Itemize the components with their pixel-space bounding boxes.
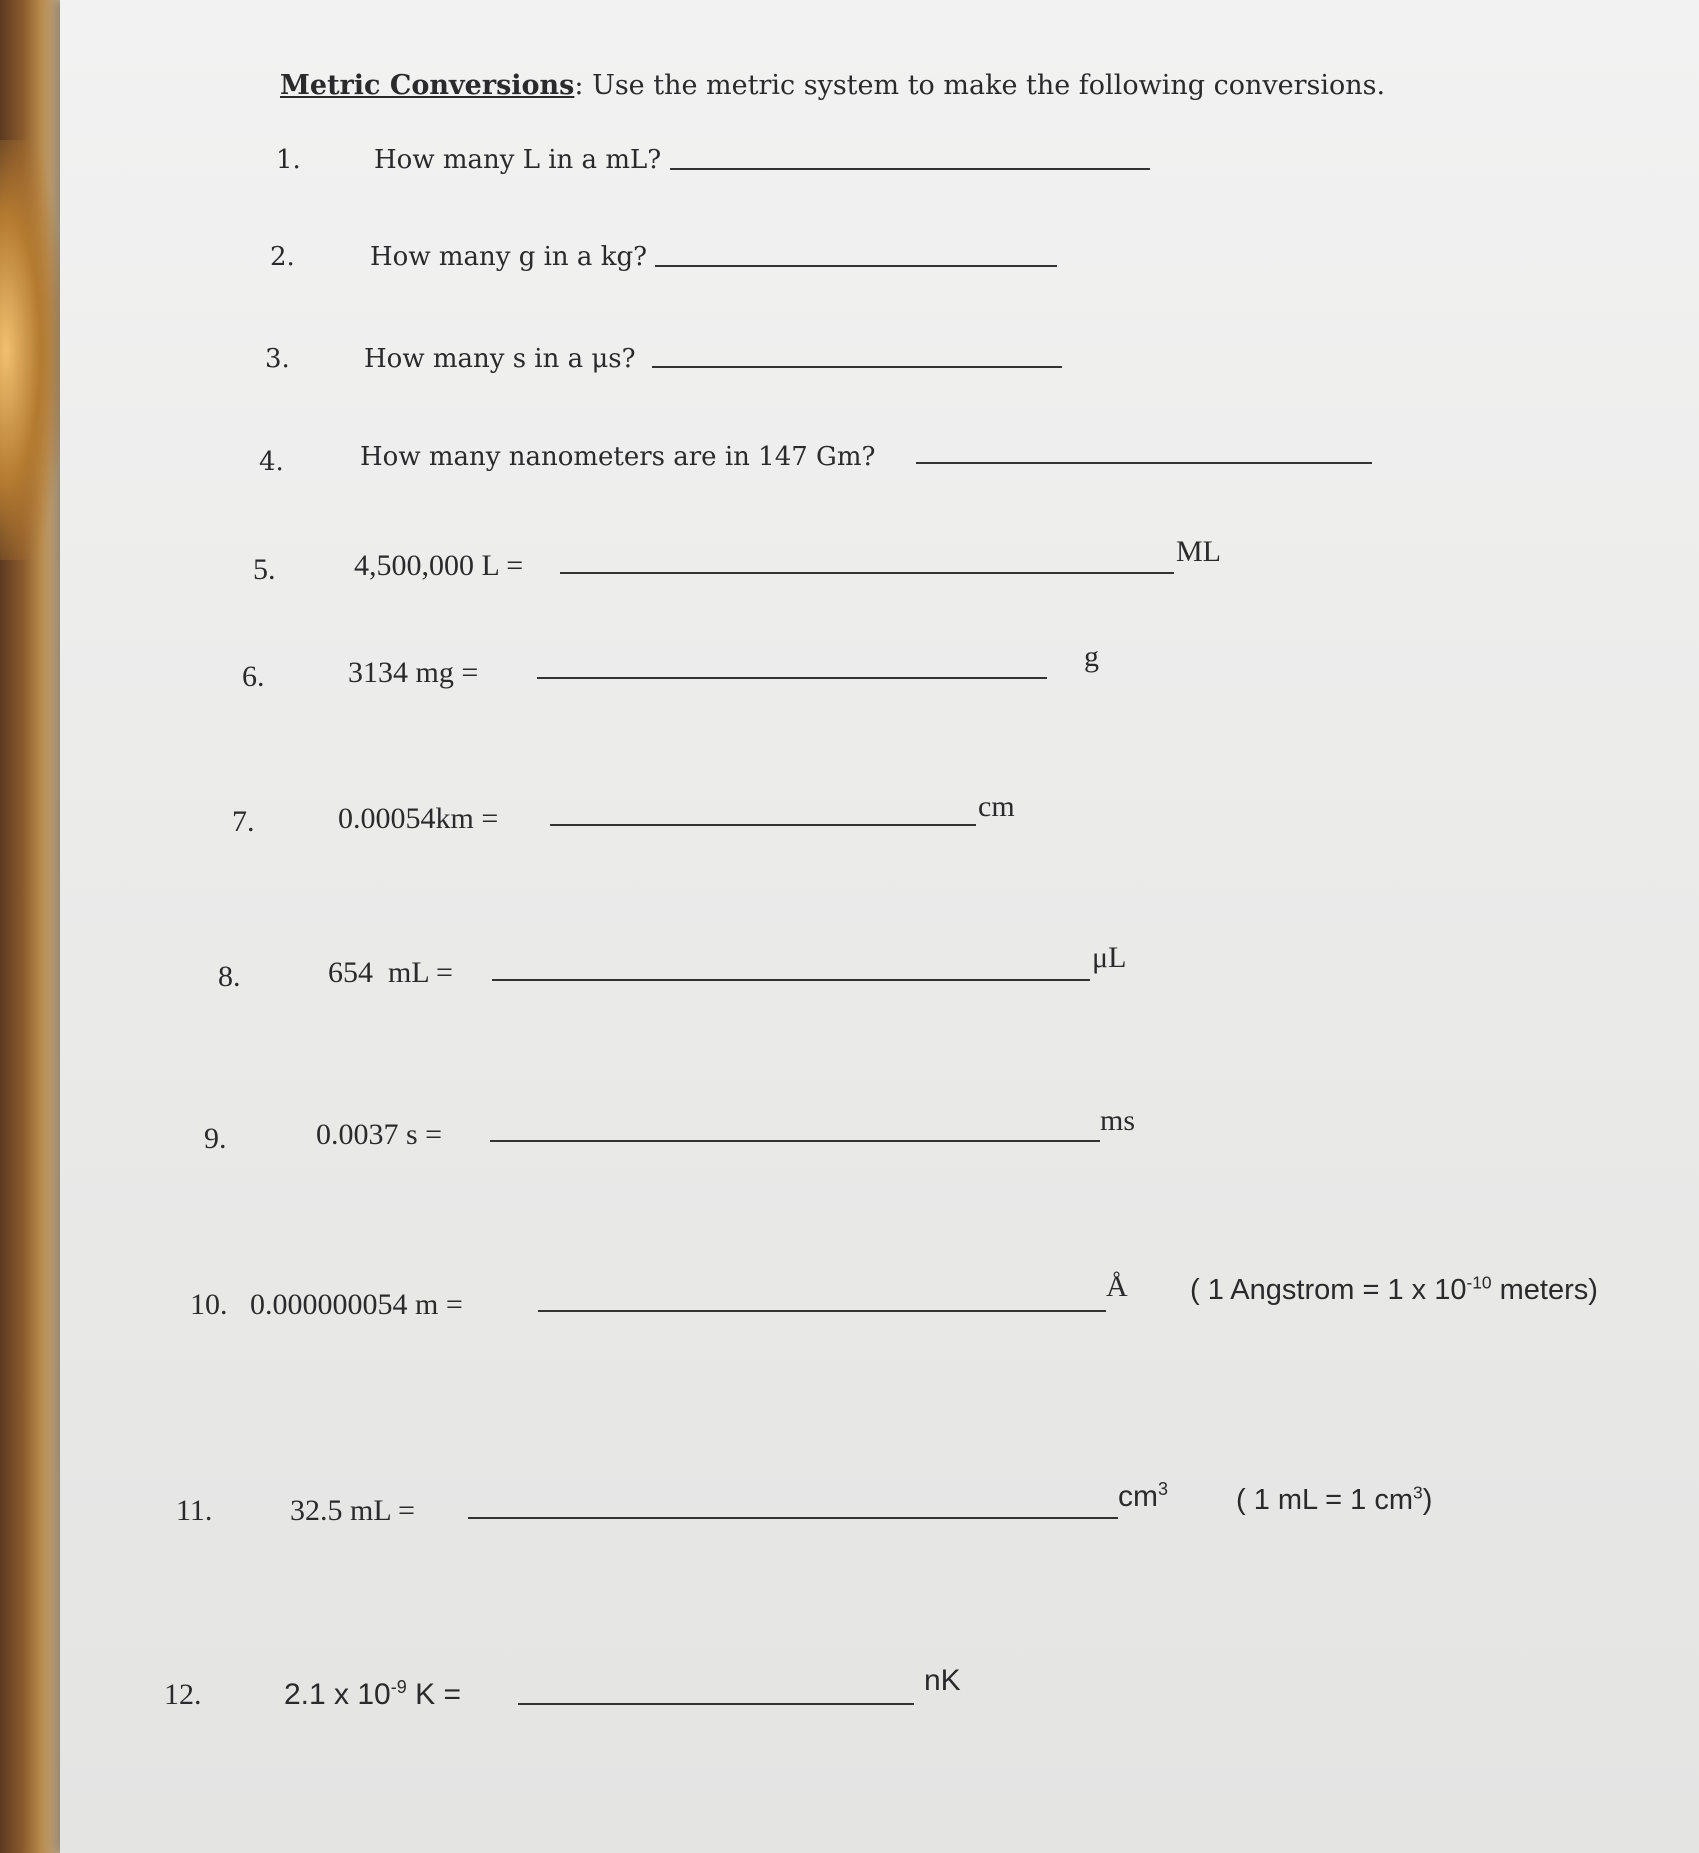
answer-blank[interactable] bbox=[468, 1517, 1118, 1519]
question-text: How many g in a kg? bbox=[370, 242, 648, 272]
question-number: 6. bbox=[242, 660, 265, 693]
question-text: How many nanometers are in 147 Gm? bbox=[360, 442, 876, 472]
answer-blank[interactable] bbox=[537, 677, 1047, 679]
worksheet-page bbox=[60, 0, 1699, 1853]
question-text: How many L in a mL? bbox=[374, 145, 662, 175]
answer-blank[interactable] bbox=[518, 1703, 914, 1705]
question-number: 5. bbox=[253, 553, 276, 586]
question-number: 8. bbox=[218, 960, 241, 993]
answer-unit: μL bbox=[1092, 941, 1127, 974]
answer-blank[interactable] bbox=[560, 572, 1174, 574]
answer-unit: nK bbox=[924, 1664, 961, 1697]
question-number: 4. bbox=[259, 447, 284, 477]
question-text: 0.0037 s = bbox=[316, 1118, 443, 1151]
conversion-note: ( 1 mL = 1 $cm^3$) bbox=[1236, 1482, 1433, 1516]
answer-blank[interactable] bbox=[490, 1140, 1100, 1142]
question-number: 3. bbox=[265, 344, 290, 374]
answer-unit: Å bbox=[1106, 1270, 1128, 1303]
worksheet-header bbox=[280, 70, 1385, 101]
answer-unit: g bbox=[1084, 640, 1099, 673]
answer-blank[interactable] bbox=[492, 979, 1090, 981]
answer-blank[interactable] bbox=[916, 462, 1372, 464]
answer-blank[interactable] bbox=[550, 824, 976, 826]
worksheet-title: Metric Conversions bbox=[280, 70, 575, 101]
question-number: 2. bbox=[270, 242, 295, 272]
background-object bbox=[0, 140, 60, 560]
answer-unit: $cm^3$ bbox=[1118, 1479, 1169, 1513]
question-text: 654 mL = bbox=[328, 956, 453, 989]
answer-unit: ms bbox=[1100, 1104, 1136, 1137]
question-number: 1. bbox=[276, 145, 301, 175]
question-text: 2.1 x $10^{-9}$ K = bbox=[284, 1677, 461, 1711]
answer-blank[interactable] bbox=[538, 1310, 1106, 1312]
question-text: 0.000000054 m = bbox=[250, 1288, 463, 1321]
answer-blank[interactable] bbox=[670, 168, 1150, 170]
question-text: 32.5 mL = bbox=[290, 1494, 415, 1527]
question-text: 0.00054km = bbox=[338, 802, 499, 835]
answer-blank[interactable] bbox=[652, 366, 1062, 368]
worksheet-instructions: : Use the metric system to make the following conversions. bbox=[574, 70, 1386, 101]
answer-unit: ML bbox=[1176, 535, 1221, 568]
answer-unit: cm bbox=[978, 790, 1015, 823]
question-number: 9. bbox=[204, 1122, 227, 1155]
question-text: 3134 mg = bbox=[348, 656, 479, 689]
conversion-note: ( 1 Angstrom = 1 x $10^{-10}$ meters) bbox=[1190, 1272, 1598, 1306]
question-number: 12. bbox=[164, 1678, 202, 1711]
question-number: 7. bbox=[232, 805, 255, 838]
question-number: 11. bbox=[176, 1494, 213, 1527]
question-number: 10. bbox=[190, 1288, 228, 1321]
question-text: How many s in a μs? bbox=[364, 344, 636, 374]
question-text: 4,500,000 L = bbox=[354, 549, 524, 582]
answer-blank[interactable] bbox=[655, 265, 1057, 267]
